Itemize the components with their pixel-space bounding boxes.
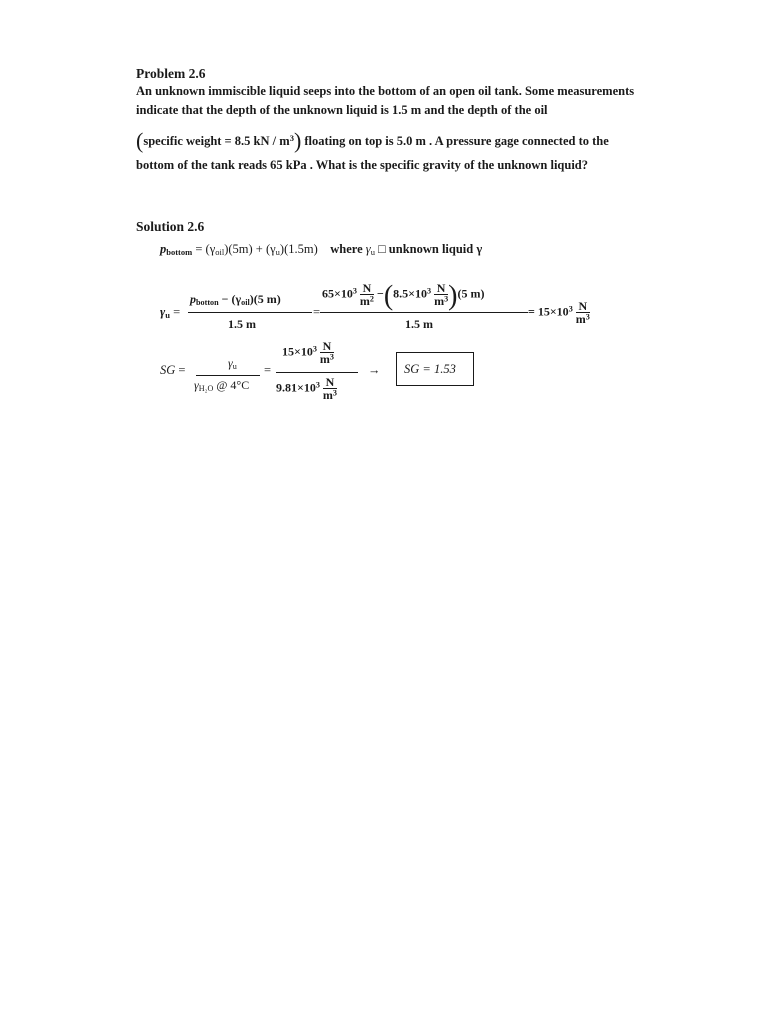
- eq2-num1-end: )(5 m): [249, 292, 281, 306]
- eq3-den1: γ: [194, 378, 199, 392]
- eq2-num2-bexp: 3: [427, 286, 432, 296]
- problem-heading: Problem 2.6: [136, 66, 206, 81]
- eq3-denominator-1: [194, 378, 249, 393]
- eq1-rhs: = (γ: [195, 242, 216, 256]
- eq2-num2-exp: 3: [352, 286, 357, 296]
- eq3-lhs-sg: SG: [160, 363, 176, 377]
- eq2-num1-rest: − (γ: [218, 292, 242, 306]
- answer-value: SG = 1.53: [404, 362, 456, 376]
- eq2-lhs: $\gamma_u$ =: [160, 305, 181, 321]
- eq2-num2-unit2: [434, 282, 448, 307]
- eq1-where-tail: unknown liquid γ: [388, 242, 483, 256]
- eq1-gamma-u-sub: u: [370, 247, 375, 258]
- eq2-result-exp: 3: [568, 304, 573, 314]
- eq3-den2-m: m: [322, 388, 333, 402]
- eq2-num2-m2: m: [434, 294, 445, 308]
- eq3-den2-N: N: [325, 375, 335, 389]
- eq3-num2-m: m: [319, 352, 330, 366]
- arrow-icon: →: [368, 363, 381, 377]
- eq3-equals: =: [178, 363, 186, 377]
- eq2-num2-m2exp: 3: [444, 294, 449, 304]
- eq2-denominator-1: 1.5 m: [228, 317, 256, 331]
- eq2-lhs-gamma: γ: [160, 305, 166, 319]
- eq3-num2-exp: 3: [312, 344, 317, 354]
- eq3-den2-exp: 3: [315, 380, 320, 390]
- eq2-num2-b: 8.5×10: [393, 286, 428, 301]
- eq3-lhs: [160, 363, 185, 378]
- eq3-den1-sub: H₂O: [198, 384, 214, 394]
- eq3-num2-unit: [320, 340, 334, 365]
- eq2-num2-N: N: [362, 281, 372, 295]
- eq1-where: where: [330, 242, 363, 256]
- equation-pressure-bottom: [160, 242, 482, 257]
- eq3-den2-mexp: 3: [332, 388, 337, 398]
- eq1-lhs-sub: bottom: [166, 247, 193, 258]
- problem-line-3-b: floating on top is 5.0 m . A pressure gage connected to the: [301, 134, 609, 148]
- eq2-num2-tail: (5 m): [457, 286, 485, 301]
- answer-text: [404, 362, 456, 377]
- eq2-result-m: m: [575, 312, 586, 326]
- eq1-equiv: □: [378, 242, 386, 256]
- eq2-num2-unit1: [360, 282, 374, 307]
- eq2-fraction-bar-1: [188, 312, 312, 313]
- eq3-num1: γ: [228, 356, 233, 370]
- eq1-lhs: p: [160, 242, 167, 256]
- eq1-rhs-end: )(1.5m): [279, 242, 318, 256]
- eq3-num2: 15×10: [282, 344, 313, 359]
- eq2-result-mexp: 3: [585, 312, 590, 322]
- eq3-numerator-2: [282, 340, 334, 365]
- eq3-den1-at: @ 4°C: [213, 378, 250, 392]
- problem-line-4: bottom of the tank reads 65 kPa . What is the specific gravity of the unknown liquid?: [136, 158, 589, 172]
- eq2-denominator-2: 1.5 m: [405, 317, 433, 331]
- eq3-fraction-bar-2: [276, 372, 358, 373]
- eq1-rhs-sub-u: u: [275, 247, 280, 258]
- eq3-fraction-bar-1: [196, 375, 260, 376]
- eq2-num2-a: 65×10: [322, 286, 353, 301]
- eq1-rhs-sub-oil: oil: [215, 247, 225, 258]
- eq2-numerator-1: [190, 292, 281, 307]
- eq3-num2-N: N: [322, 339, 332, 353]
- eq2-numerator-2: $65\times 10^3$ $\frac{N}{m^2}$ $-(8.5\times 10^3$ $\frac{N}{m^3}$ )(5 m): [322, 280, 485, 312]
- problem-line-3-a: specific weight = 8.5 kN / m: [143, 134, 290, 148]
- eq2-num2-N2: N: [436, 281, 446, 295]
- eq2-num1-p: p: [190, 292, 196, 306]
- eq3-num1-sub: u: [232, 362, 237, 372]
- eq2-num2-m: m: [359, 294, 370, 308]
- solution-heading: Solution 2.6: [136, 219, 205, 234]
- problem-line-3-exp: 3: [289, 133, 294, 144]
- eq3-denominator-2: [276, 376, 337, 401]
- eq1-gamma-u: γ: [365, 242, 371, 256]
- problem-line-1: An unknown immiscible liquid seeps into the bottom of an open oil tank. Some measurements: [136, 84, 635, 98]
- eq3-numerator-1: [228, 356, 237, 371]
- eq3-num2-mexp: 3: [329, 352, 334, 362]
- eq2-num2-minus: −: [377, 286, 384, 301]
- eq3-den2-unit: [323, 376, 337, 401]
- eq2-num1-sub: botton: [196, 298, 219, 308]
- eq2-result-value: = 15×10: [528, 304, 569, 319]
- eq2-lhs-sub: u: [165, 310, 170, 321]
- eq2-num2-mexp: 2: [369, 294, 374, 304]
- eq2-num1-oil: oil: [241, 298, 250, 308]
- eq3-equals-2: =: [264, 363, 272, 377]
- eq2-result: [528, 300, 590, 325]
- eq2-fraction-bar-2: [320, 312, 528, 313]
- eq1-rhs-mid: )(5m) + (γ: [224, 242, 276, 256]
- problem-line-3: (specific weight = 8.5 kN / $m^3$) floating on top is 5.0 m . A pressure gage connected to the: [136, 128, 609, 153]
- eq3-den2: 9.81×10: [276, 380, 316, 395]
- eq2-result-N: N: [578, 299, 588, 313]
- problem-line-2: indicate that the depth of the unknown liquid is 1.5 m and the depth of the oil: [136, 103, 548, 117]
- eq2-result-unit: [576, 300, 590, 325]
- eq2-equals: =: [313, 305, 321, 319]
